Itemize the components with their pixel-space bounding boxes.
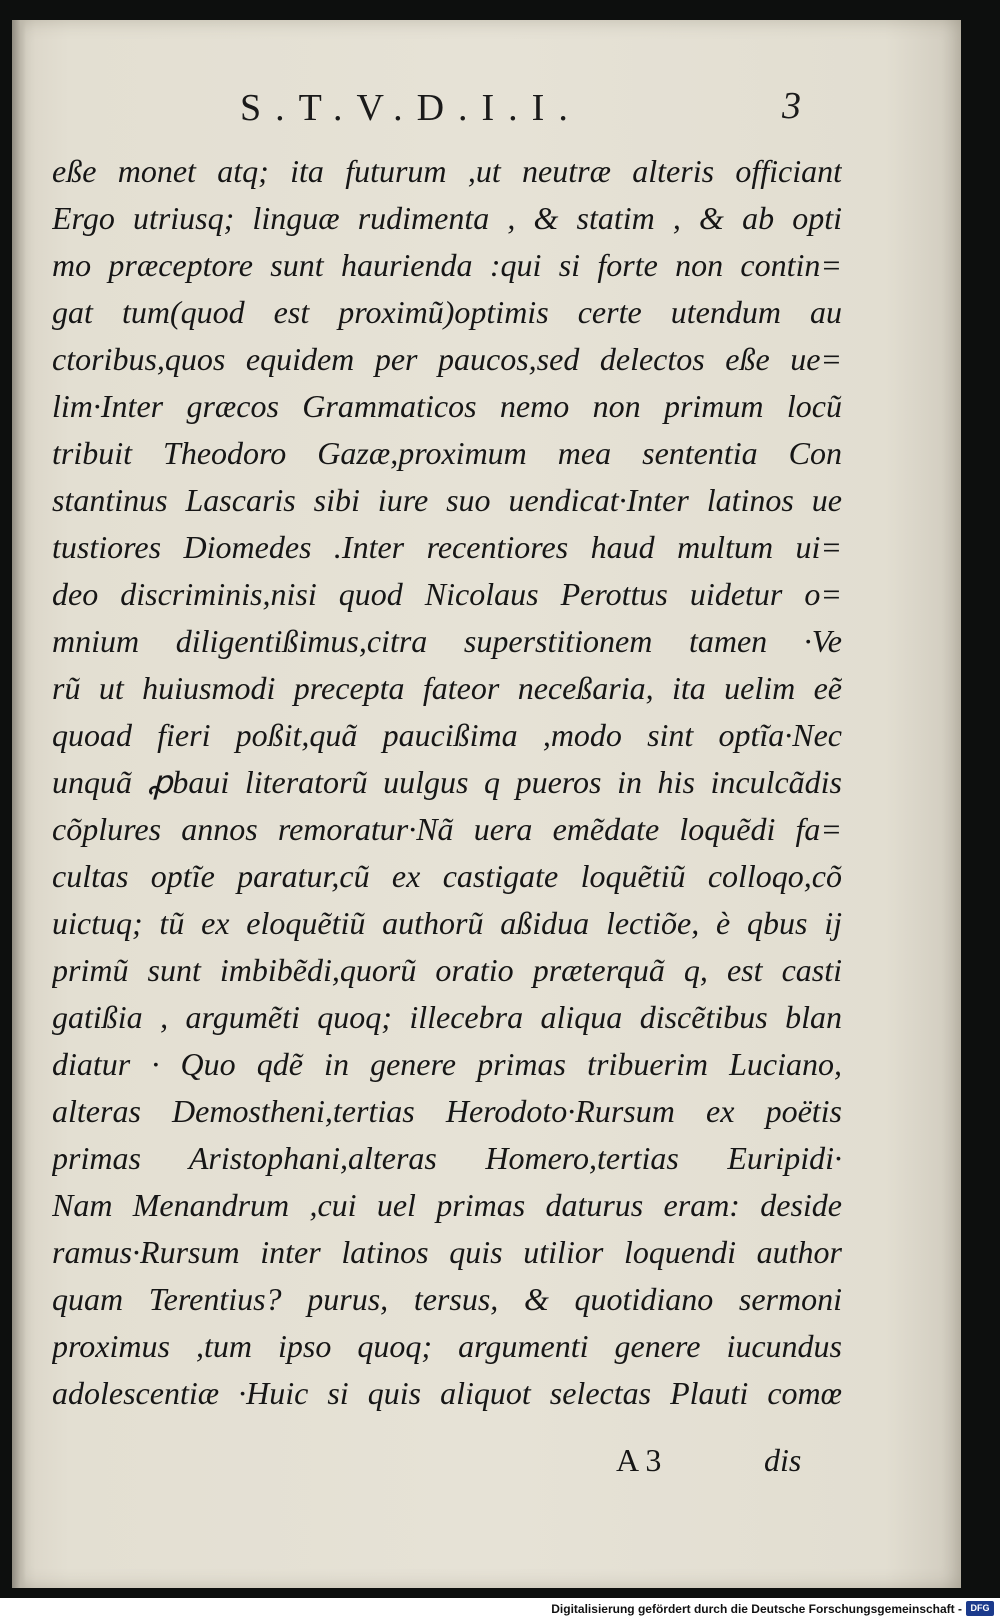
text-line: unquã ꝓbaui literatorũ uulgus q pueros in his inculcãdis — [52, 764, 842, 800]
text-line: ctoribus,quos equidem per paucos,sed delectos eße ue= — [52, 341, 842, 377]
catchword: dis — [764, 1442, 802, 1478]
text-line: deo discriminis,nisi quod Nicolaus Perottus uidetur o= — [52, 576, 842, 612]
text-line: primũ sunt imbibẽdi,quorũ oratio præterquã q, est casti — [52, 952, 842, 988]
text-line: quam Terentius? purus, tersus, & quotidiano sermoni — [52, 1281, 842, 1317]
text-line: gatißia , argumẽti quoq; illecebra aliqua discẽtibus blan — [52, 999, 842, 1035]
text-line: ramus·Rursum inter latinos quis utilior loquendi author — [52, 1234, 842, 1270]
text-line: mnium diligentißimus,citra superstitionem tamen ·Ve — [52, 623, 842, 659]
page-gutter-shadow — [12, 20, 26, 1588]
text-line: tribuit Theodoro Gazæ,proximum mea sententia Con — [52, 435, 842, 471]
text-line: lim·Inter græcos Grammaticos nemo non primum locũ — [52, 388, 842, 424]
text-line: stantinus Lascaris sibi iure suo uendicat·Inter latinos ue — [52, 482, 842, 518]
text-line: Nam Menandrum ,cui uel primas daturus eram: deside — [52, 1187, 842, 1223]
text-line: eße monet atq; ita futurum ,ut neutræ alteris officiant — [52, 153, 842, 189]
text-line: rũ ut huiusmodi precepta fateor neceßaria, ita uelim eẽ — [52, 670, 842, 706]
text-line: mo præceptore sunt haurienda :qui si forte non contin= — [52, 247, 842, 283]
dfg-logo-icon: DFG — [966, 1601, 994, 1616]
text-line: proximus ,tum ipso quoq; argumenti genere iucundus — [52, 1328, 842, 1364]
text-line: diatur · Quo qdẽ in genere primas tribuerim Luciano, — [52, 1046, 842, 1082]
digitization-footer — [0, 1598, 1000, 1620]
book-page — [12, 20, 961, 1588]
text-line: tustiores Diomedes .Inter recentiores haud multum ui= — [52, 529, 842, 565]
text-block — [52, 148, 842, 1417]
running-title: S.T.V.D.I.I. — [240, 87, 582, 129]
text-line: quoad fieri poßit,quã paucißima ,modo sint optĩa·Nec — [52, 717, 842, 753]
text-line: cõplures annos remoratur·Nã uera emẽdate loquẽdi fa= — [52, 811, 842, 847]
text-line: uictuq; tũ ex eloquẽtiũ authorũ aßidua lectiõe, è qbus ij — [52, 905, 842, 941]
signature-mark: A 3 — [616, 1442, 662, 1478]
text-line: primas Aristophani,alteras Homero,tertias Euripidi· — [52, 1140, 842, 1176]
page-foot — [12, 1442, 961, 1492]
text-line: gat tum(quod est proximũ)optimis certe utendum au — [52, 294, 842, 330]
text-line: alteras Demostheni,tertias Herodoto·Rursum ex poëtis — [52, 1093, 842, 1129]
text-line: cultas optĩe paratur,cũ ex castigate loquẽtiũ colloqo,cõ — [52, 858, 842, 894]
text-line: Ergo utriusq; linguæ rudimenta , & statim , & ab opti — [52, 200, 842, 236]
funding-note: Digitalisierung gefördert durch die Deutsche Forschungsgemeinschaft - — [551, 1602, 962, 1616]
text-line: adolescentiæ ·Huic si quis aliquot selectas Plauti comœ — [52, 1375, 842, 1411]
page-number: 3 — [782, 85, 801, 127]
